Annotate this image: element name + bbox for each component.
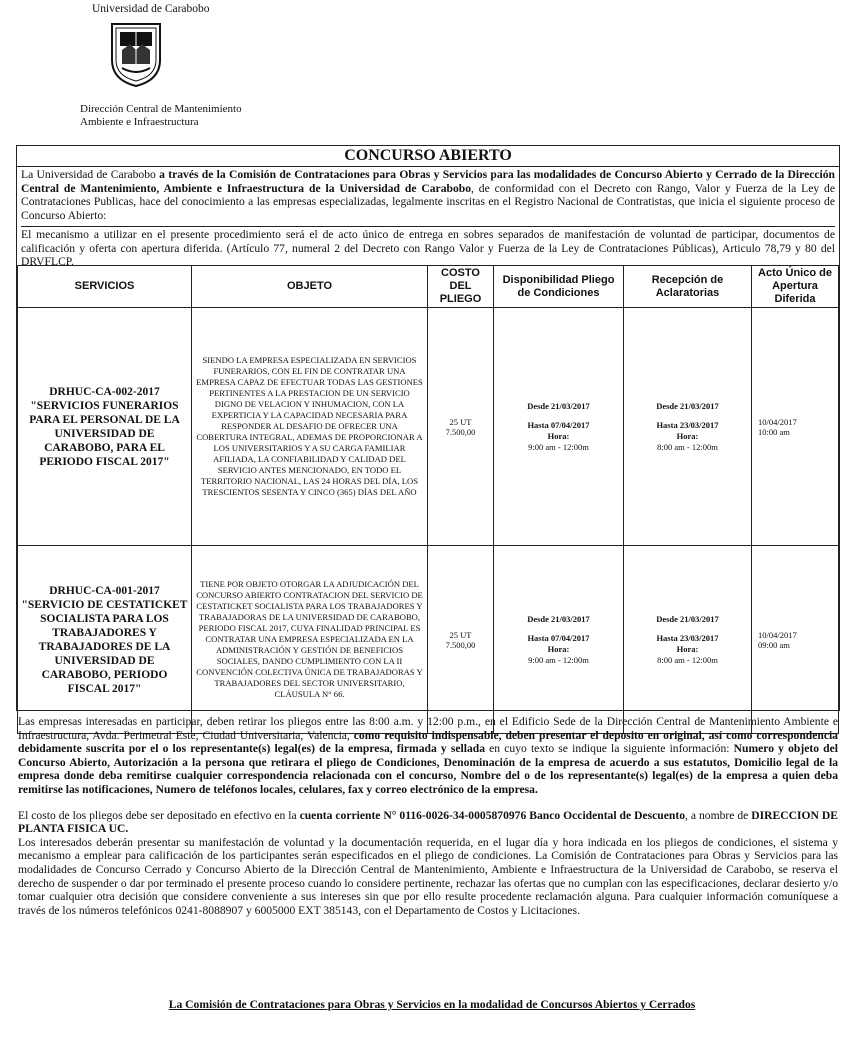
costo-bs: 7.500,00 <box>445 426 476 437</box>
col-costo: COSTO DEL PLIEGO <box>428 266 494 308</box>
row-costo <box>428 308 494 546</box>
req-part-2: como requisito indispensable, deben presentar el deposito en original, así como correspondencia debidamente suscrita por el o los representante(s) legal(es) de la empresa, firmada y sellada <box>18 728 838 756</box>
req-part-1: Las empresas interesadas en participar, deben retirar los pliegos entre las 8:00 a.m. y 12:00 p.m., en el Edificio Sede de la Dirección Central de Mantenimiento Ambiente e Infraestructura, Avda. Perimetral Este, Ciudad Universitaria, Valencia, <box>18 715 838 742</box>
pay-part-2: cuenta corriente N° 0116-0026-34-0005870976 Banco Occidental de Descuento <box>299 808 685 822</box>
disp-hora: 9:00 am - 12:00m <box>528 441 589 452</box>
req-part-4: Numero y objeto del Concurso Abierto, Autorización a la persona que retirara el pliego de Condiciones, Denominación de la empresa de acuerdo a sus estatutos, Domicilio legal de la empresa donde deba remitirse cualquier correspondencia relacionada con el concurso, Nombre del o de los representante(s) legal(es) de la empresa a quien deba remitirse las notificaciones, Numero de teléfonos locales, celulares, fax y correo electrónico de la empresa. <box>18 742 838 796</box>
directorate-line-2: Ambiente e Infraestructura <box>80 116 199 128</box>
acto-fecha: 10/04/2017 <box>758 629 797 640</box>
table-header-row <box>18 266 839 308</box>
university-seal-icon <box>108 20 164 88</box>
acl-desde: Desde 21/03/2017 <box>656 613 719 624</box>
col-objeto: OBJETO <box>192 266 428 308</box>
row-objeto: TIENE POR OBJETO OTORGAR LA ADJUDICACIÓN DEL CONCURSO ABIERTO CONTRATACION DEL SERVICIO DE CESTATICKET SOCIALISTA PARA LOS TRABAJADORES Y TRABAJADORAS DE LA UNIVERSIDAD DE CARABOBO, PERIODO FISCAL 2017, CUYA FINALIDAD PRINCIPAL ES CONTRATAR UNA EMPRESA ESPECIALIZADA EN LA ADMINISTRACIÓN Y GESTIÓN DE BENEFICIOS SOCIALES, DANDO CUMPLIMIENTO CON LA II CONVENCIÓN COLECTIVA ÚNICA DE TRABAJADORAS Y TRABAJADORES DEL SECTOR UNIVERSITARIO, CLÁUSULA N° 66. <box>192 546 428 734</box>
req-part-3: en cuyo texto se indique la siguiente información: <box>485 742 734 756</box>
disp-hora-label: Hora: <box>547 643 570 654</box>
table-row <box>18 546 839 734</box>
directorate-line-1: Dirección Central de Mantenimiento <box>80 103 242 115</box>
notice-body <box>18 715 838 917</box>
row-disponibilidad <box>494 308 624 546</box>
row-servicio: DRHUC-CA-002-2017 "SERVICIOS FUNERARIOS PARA EL PERSONAL DE LA UNIVERSIDAD DE CARABOBO, PARA EL PERIODO FISCAL 2017" <box>18 308 192 546</box>
requirements-paragraph <box>18 715 838 797</box>
costo-ut: 25 UT <box>449 629 472 640</box>
pay-part-1: El costo de los pliegos debe ser depositado en efectivo en la <box>18 808 300 822</box>
col-acto: Acto Único de Apertura Diferida <box>752 266 839 308</box>
directorate-name <box>80 103 242 129</box>
pay-part-4: DIRECCION DE PLANTA FISICA UC. <box>18 808 838 836</box>
costo-ut: 25 UT <box>449 416 472 427</box>
col-servicios: SERVICIOS <box>18 266 192 308</box>
conditions-paragraph: Los interesados deberán presentar su manifestación de voluntad y la documentación requerida, en el lugar día y hora indicada en los pliegos de condiciones, el sistema y mecanismo a emplear para calificación de los participantes serán especificados en el pliego de condiciones. La Comisión de Contrataciones para Obras y Servicios para las modalidades de Concurso Cerrado y Concurso Abierto de la Dirección Central de Mantenimiento, Ambiente e Infraestructura de la Universidad de Carabobo, se reserva el derecho de suspender o dar por terminado el presente proceso cuando lo considere pertinente, rechazar las ofertas que no cumplan con las especificaciones, declarar desierto y/o tomar cualquier otra decisión que considere conveniente a sus intereses sin que por ello resulte procedente reclamación alguna. Para cualquier información comuníquese a través de los números telefónicos 0241-8088907 y 6005000 EXT 385143, con el Departamento de Costos y Licitaciones. <box>18 835 838 917</box>
notice-title: CONCURSO ABIERTO <box>17 146 839 167</box>
row-servicio: DRHUC-CA-001-2017 "SERVICIO DE CESTATICKET SOCIALISTA PARA LOS TRABAJADORES Y TRABAJADORES DE LA UNIVERSIDAD DE CARABOBO, PERIODO FISCAL 2017" <box>18 546 192 734</box>
row-aclaratorias <box>624 308 752 546</box>
col-aclaratorias: Recepción de Aclaratorias <box>624 266 752 308</box>
payment-paragraph <box>18 809 838 836</box>
row-objeto: SIENDO LA EMPRESA ESPECIALIZADA EN SERVICIOS FUNERARIOS, CON EL FIN DE CONTRATAR UNA EMPRESA CAPAZ DE EFECTUAR TODAS LAS GESTIONES PERTINENTES A LA PRESTACION DE UN SERVICIO DIGNO DE VELACION Y INHUMACION, CON LA EXPERTICIA Y LA CAPACIDAD NECESARIA PARA RESPONDER AL DESAFIO DE OFRECER UNA COBERTURA INTEGRAL, ADEMAS DE PROPORCIONAR A LOS UNIVERSITARIOS Y A SU CARGA FAMILIAR AFILIADA, LA CONFIABILIDAD Y CALIDAD DEL SERVICIO ANTES MENCIONADO, EN TODO EL TERRITORIO NACIONAL, LAS 24 HORAS DEL DÍA, LOS TRESCIENTOS SESENTA Y CINCO (365) DÍAS DEL AÑO <box>192 308 428 546</box>
row-acto <box>752 546 839 734</box>
disp-hasta: Hasta 07/04/2017 <box>527 419 590 430</box>
costo-bs: 7.500,00 <box>445 639 476 650</box>
row-disponibilidad <box>494 546 624 734</box>
acl-hora-label: Hora: <box>676 430 699 441</box>
acl-hasta: Hasta 23/03/2017 <box>656 632 719 643</box>
disp-hora: 9:00 am - 12:00m <box>528 654 589 665</box>
acl-hora: 8:00 am - 12:00m <box>657 654 718 665</box>
table-row <box>18 308 839 546</box>
intro-part-3: , de conformidad con el Decreto con Rango, Valor y Fuerza de la Ley de Contrataciones Publicas, hace del conocimiento a las empresas especializadas, legalmente inscritas en el Registro Nacional de Contratistas, que inicia el siguiente proceso de Concurso Abierto: <box>21 181 835 222</box>
disp-desde: Desde 21/03/2017 <box>527 400 590 411</box>
university-name: Universidad de Carabobo <box>92 3 210 15</box>
notice-frame <box>16 145 840 711</box>
disp-desde: Desde 21/03/2017 <box>527 613 590 624</box>
intro-part-2: a través de la Comisión de Contrataciones para Obras y Servicios para las modalidades de Concurso Abierto y Cerrado de la Dirección Central de Mantenimiento, Ambiente e Infraestructura de la Universidad de Carabobo <box>21 168 835 195</box>
row-aclaratorias <box>624 546 752 734</box>
mechanism-paragraph: El mecanismo a utilizar en el presente procedimiento será el de acto único de entrega en sobres separados de manifestación de voluntad de participar, documentos de calificación y oferta con apertura diferida. (Artículo 77, numeral 2 del Decreto con Rango Valor y Fuerza de la Ley de Contrataciones Públicas), Articulo 78,79 y 80 del DRVFLCP. <box>21 228 835 268</box>
row-costo <box>428 546 494 734</box>
commission-signature: La Comisión de Contrataciones para Obras y Servicios en la modalidad de Concursos Abiertos y Cerrados <box>168 998 696 1011</box>
col-disponibilidad: Disponibilidad Pliego de Condiciones <box>494 266 624 308</box>
notice-intro <box>21 168 835 222</box>
acto-hora: 10:00 am <box>758 426 790 437</box>
acto-hora: 09:00 am <box>758 639 790 650</box>
acto-fecha: 10/04/2017 <box>758 416 797 427</box>
services-table <box>17 265 839 734</box>
intro-part-1: La Universidad de Carabobo <box>21 168 160 181</box>
pay-part-3: , a nombre de <box>685 808 752 822</box>
disp-hora-label: Hora: <box>547 430 570 441</box>
row-acto <box>752 308 839 546</box>
letterhead <box>0 0 864 140</box>
acl-hasta: Hasta 23/03/2017 <box>656 419 719 430</box>
acl-desde: Desde 21/03/2017 <box>656 400 719 411</box>
acl-hora: 8:00 am - 12:00m <box>657 441 718 452</box>
acl-hora-label: Hora: <box>676 643 699 654</box>
disp-hasta: Hasta 07/04/2017 <box>527 632 590 643</box>
